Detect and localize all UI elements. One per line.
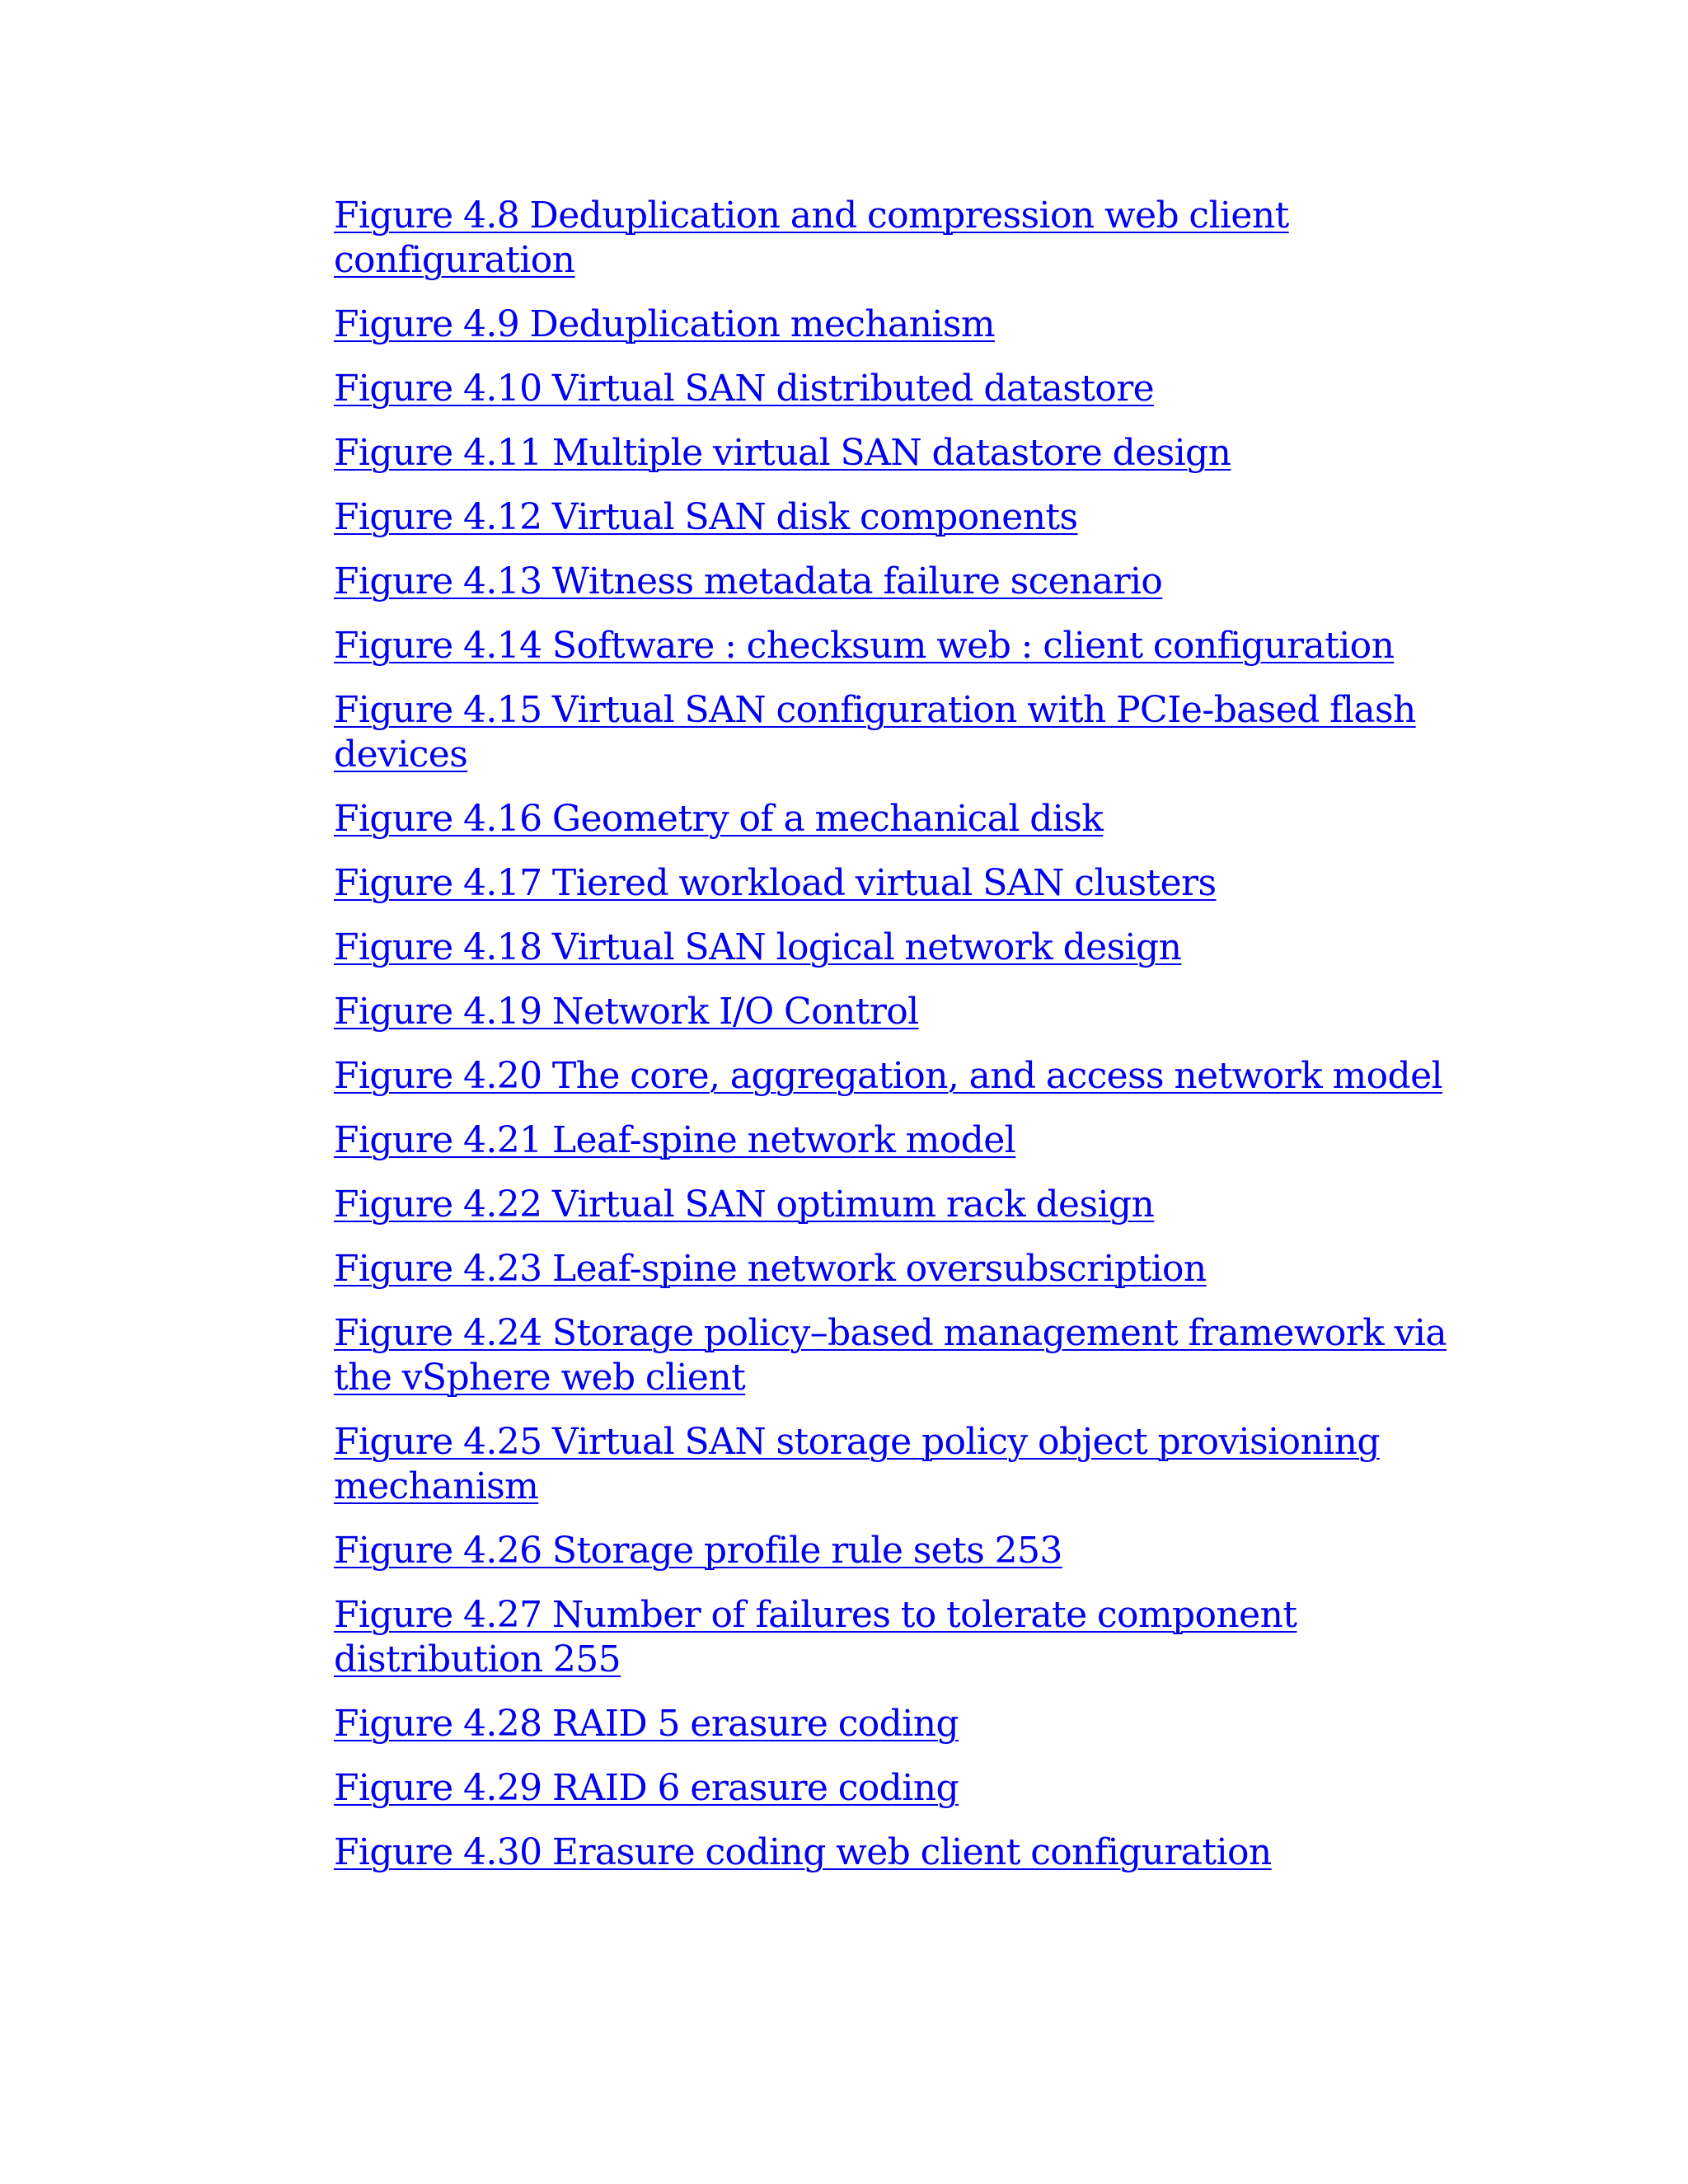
figure-link-4-11[interactable]: Figure 4.11 Multiple virtual SAN datastore design <box>334 432 1231 474</box>
list-item <box>334 1054 1479 1099</box>
list-item <box>334 1420 1479 1509</box>
list-item <box>334 431 1479 476</box>
figure-link-4-22[interactable]: Figure 4.22 Virtual SAN optimum rack design <box>334 1183 1155 1226</box>
list-of-figures <box>334 194 1479 1895</box>
list-item <box>334 861 1479 906</box>
figure-link-4-16[interactable]: Figure 4.16 Geometry of a mechanical disk <box>334 798 1104 840</box>
figure-link-4-23[interactable]: Figure 4.23 Leaf-spine network oversubscription <box>334 1248 1207 1290</box>
list-item <box>334 1702 1479 1746</box>
figure-link-4-29[interactable]: Figure 4.29 RAID 6 erasure coding <box>334 1767 959 1809</box>
figure-link-4-19[interactable]: Figure 4.19 Network I/O Control <box>334 991 919 1033</box>
figure-link-4-26[interactable]: Figure 4.26 Storage profile rule sets 253 <box>334 1530 1062 1572</box>
list-item <box>334 302 1479 347</box>
figure-link-4-20[interactable]: Figure 4.20 The core, aggregation, and access network model <box>334 1055 1443 1097</box>
figure-link-4-21[interactable]: Figure 4.21 Leaf-spine network model <box>334 1119 1016 1161</box>
list-item <box>334 1830 1479 1875</box>
list-item <box>334 990 1479 1034</box>
list-item <box>334 194 1479 283</box>
list-item <box>334 1311 1479 1400</box>
list-item <box>334 495 1479 540</box>
list-item <box>334 1118 1479 1163</box>
list-item <box>334 560 1479 604</box>
list-item <box>334 926 1479 970</box>
figure-link-4-17[interactable]: Figure 4.17 Tiered workload virtual SAN clusters <box>334 862 1217 904</box>
figure-link-4-24[interactable]: Figure 4.24 Storage policy–based management framework via the vSphere web client <box>334 1312 1447 1399</box>
figure-link-4-27[interactable]: Figure 4.27 Number of failures to tolerate component distribution 255 <box>334 1594 1297 1680</box>
list-item <box>334 1183 1479 1227</box>
list-item <box>334 797 1479 841</box>
list-item <box>334 688 1479 777</box>
figure-link-4-10[interactable]: Figure 4.10 Virtual SAN distributed datastore <box>334 368 1155 410</box>
figure-link-4-14[interactable]: Figure 4.14 Software : checksum web : client configuration <box>334 625 1395 667</box>
figure-link-4-30[interactable]: Figure 4.30 Erasure coding web client configuration <box>334 1831 1272 1873</box>
figure-link-4-8[interactable]: Figure 4.8 Deduplication and compression web client configuration <box>334 194 1289 281</box>
list-item <box>334 1529 1479 1573</box>
figure-link-4-9[interactable]: Figure 4.9 Deduplication mechanism <box>334 303 995 345</box>
list-item <box>334 1247 1479 1291</box>
figure-link-4-18[interactable]: Figure 4.18 Virtual SAN logical network design <box>334 926 1182 968</box>
figure-link-4-25[interactable]: Figure 4.25 Virtual SAN storage policy object provisioning mechanism <box>334 1421 1380 1507</box>
list-item <box>334 367 1479 411</box>
list-item <box>334 624 1479 668</box>
list-item <box>334 1766 1479 1811</box>
figure-link-4-28[interactable]: Figure 4.28 RAID 5 erasure coding <box>334 1703 959 1745</box>
figure-link-4-15[interactable]: Figure 4.15 Virtual SAN configuration with PCIe-based flash devices <box>334 689 1416 776</box>
figure-link-4-12[interactable]: Figure 4.12 Virtual SAN disk components <box>334 496 1078 538</box>
list-item <box>334 1593 1479 1682</box>
figure-link-4-13[interactable]: Figure 4.13 Witness metadata failure scenario <box>334 560 1163 602</box>
